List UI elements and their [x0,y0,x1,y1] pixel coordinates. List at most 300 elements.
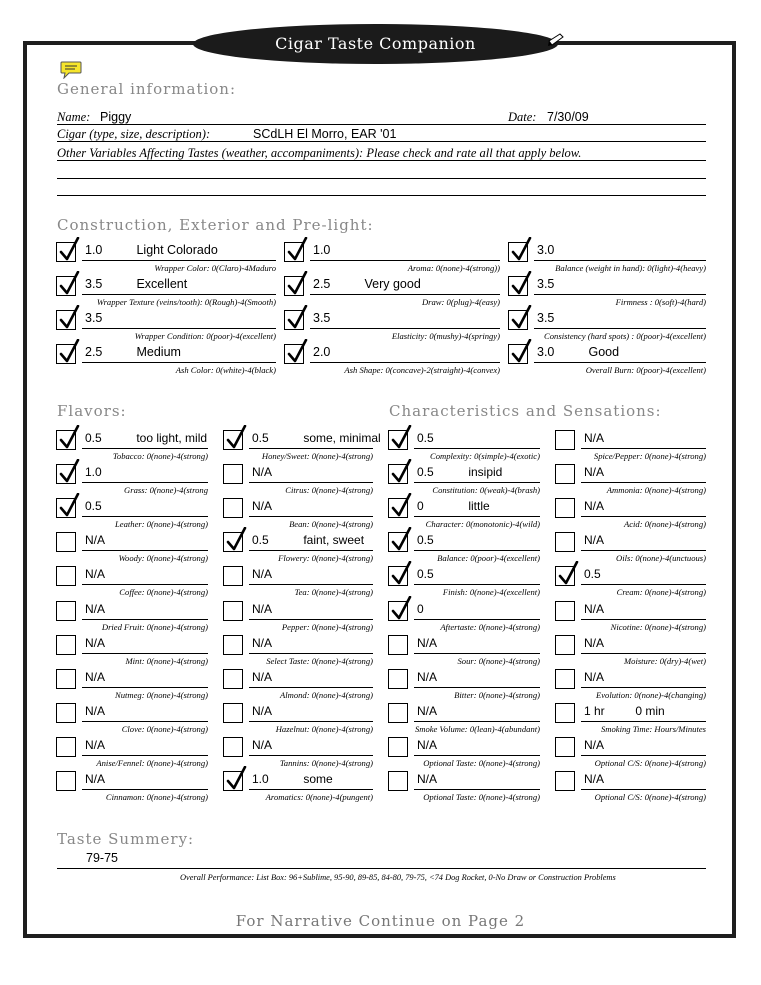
other-line-3[interactable] [57,195,706,196]
rating-entry [537,277,577,291]
checkmark-icon [58,493,80,519]
rating-caption: Cream: 0(none)-4(strong) [616,587,706,598]
rating-caption: Ash Color: 0(white)-4(black) [175,365,276,375]
checkmark-icon [510,271,532,297]
rating-checkbox[interactable] [56,276,76,296]
rating-value[interactable]: N/A [85,601,106,616]
rating-entry [85,533,125,547]
rating-value[interactable]: N/A [417,635,438,650]
rating-value[interactable]: N/A [252,601,273,616]
checkmark-icon [58,425,80,451]
rating-value[interactable]: N/A [584,431,605,445]
rating-note[interactable]: Medium [133,345,181,359]
rating-checkbox[interactable] [555,737,575,757]
rating-line [414,721,540,722]
rating-checkbox[interactable] [388,430,408,450]
date-value[interactable]: 7/30/09 [547,110,589,124]
rating-caption: Select Taste: 0(none)-4(strong) [266,655,373,666]
rating-checkbox[interactable] [388,498,408,518]
rating-caption: Moisture: 0(dry)-4(wet) [623,655,706,666]
rating-checkbox[interactable] [223,498,243,518]
flavors-heading: Flavors: [57,402,127,420]
rating-checkbox[interactable] [284,344,304,364]
rating-value[interactable]: 0.5 [417,431,434,445]
rating-value[interactable]: N/A [252,703,273,718]
rating-checkbox[interactable] [56,498,76,518]
rating-checkbox[interactable] [388,635,408,655]
rating-entry [85,243,218,257]
rating-value[interactable]: N/A [417,772,438,786]
rating-checkbox[interactable] [555,635,575,655]
rating-value[interactable]: 1.0 [85,243,103,257]
rating-caption: Leather: 0(none)-4(strong) [115,519,208,530]
rating-value[interactable]: 3.0 [537,243,555,257]
rating-line [82,294,276,295]
rating-checkbox[interactable] [508,242,528,262]
rating-note[interactable]: 0 min [632,703,665,718]
rating-caption: Clove: 0(none)-4(strong) [121,723,208,734]
rating-checkbox[interactable] [555,464,575,484]
rating-caption: Elasticity: 0(mushy)-4(springy) [391,331,500,341]
pen-icon [548,32,564,50]
rating-checkbox[interactable] [388,532,408,552]
rating-note[interactable]: little [465,499,490,514]
checkmark-icon [510,237,532,263]
rating-entry [584,636,624,650]
rating-entry [537,243,577,257]
rating-caption: Hazelnut: 0(none)-4(strong) [275,723,373,734]
name-value[interactable]: Piggy [100,110,132,124]
rating-entry [584,772,624,786]
checkmark-icon [58,305,80,331]
rating-value[interactable]: N/A [417,669,438,684]
rating-entry [584,567,624,581]
rating-entry [85,636,125,650]
rating-line [82,482,208,483]
rating-note[interactable]: Excellent [133,277,188,291]
rating-value[interactable]: 0.5 [417,567,434,582]
rating-line [534,328,706,329]
rating-line [581,755,706,756]
rating-checkbox[interactable] [388,669,408,689]
rating-line [414,584,540,585]
overall-performance-caption: Overall Performance: List Box: 96+Sublime, 95-90, 89-85, 84-80, 79-75, <74 Dog Rocket, 0-No Draw or Construction Problems [180,873,616,882]
rating-checkbox[interactable] [555,498,575,518]
rating-entry [537,345,619,359]
rating-value[interactable]: N/A [584,499,605,514]
rating-entry [252,567,292,581]
rating-line [249,448,373,449]
rating-checkbox[interactable] [284,242,304,262]
rating-value[interactable]: 0.5 [584,567,601,582]
rating-entry [417,533,457,547]
rating-line [310,328,500,329]
rating-entry [85,499,125,513]
rating-checkbox[interactable] [508,344,528,364]
rating-checkbox[interactable] [223,532,243,552]
rating-value[interactable]: 2.5 [85,345,103,359]
rating-value[interactable]: 3.5 [537,311,555,325]
rating-checkbox[interactable] [555,566,575,586]
rating-note[interactable]: Good [585,345,620,359]
rating-entry [417,772,457,786]
rating-note[interactable]: too light, mild [133,431,208,445]
rating-line [249,653,373,654]
other-variables-label: Other Variables Affecting Tastes (weather, accompaniments): Please check and rate all that apply below. [57,146,582,160]
rating-caption: Optional C/S: 0(none)-4(strong) [594,757,706,768]
rating-checkbox[interactable] [56,532,76,552]
rating-value[interactable]: N/A [85,567,106,582]
rating-caption: Flowery: 0(none)-4(strong) [278,553,373,564]
rating-caption: Balance (weight in hand): 0(light)-4(heavy) [555,263,706,273]
rating-value[interactable]: 2.5 [313,277,331,291]
rating-value[interactable]: 0.5 [85,431,102,445]
rating-caption: Tobacco: 0(none)-4(strong) [112,451,208,461]
rating-entry [584,738,624,752]
rating-entry [417,704,457,718]
rating-caption: Honey/Sweet: 0(none)-4(strong) [261,451,373,461]
rating-line [414,550,540,551]
rating-checkbox[interactable] [56,601,76,621]
rating-note[interactable]: some, minimal [300,431,381,445]
rating-entry [85,277,187,291]
rating-value[interactable]: 3.5 [85,311,103,325]
rating-value[interactable]: N/A [252,499,273,514]
rating-entry [85,345,181,359]
rating-entry [85,567,125,581]
rating-note[interactable]: some [300,772,333,786]
rating-checkbox[interactable] [508,276,528,296]
rating-value[interactable]: N/A [85,703,106,718]
rating-caption: Oils: 0(none)-4(unctuous) [616,553,706,564]
rating-value[interactable]: 0.5 [417,465,434,480]
rating-note[interactable]: insipid [465,465,503,480]
rating-caption: Wrapper Texture (veins/tooth): 0(Rough)-4(Smooth) [96,297,276,307]
rating-value[interactable]: N/A [85,533,106,548]
rating-checkbox[interactable] [223,703,243,723]
rating-caption: Aftertaste: 0(none)-4(strong) [440,621,540,632]
checkmark-icon [510,339,532,365]
rating-line [249,619,373,620]
checkmark-icon [390,561,412,587]
rating-line [82,721,208,722]
rating-line [534,362,706,363]
rating-line [414,448,540,449]
rating-entry [85,738,125,752]
rating-value[interactable]: N/A [584,465,605,480]
rating-value[interactable]: 1.0 [313,243,331,257]
rating-entry [313,277,421,291]
rating-checkbox[interactable] [56,242,76,262]
rating-checkbox[interactable] [555,771,575,791]
rating-checkbox[interactable] [56,566,76,586]
rating-caption: Complexity: 0(simple)-4(exotic) [429,451,540,461]
rating-entry [417,602,457,616]
comment-note-icon[interactable] [60,61,82,79]
rating-line [414,482,540,483]
checkmark-icon [390,527,412,553]
rating-caption: Almond: 0(none)-4(strong) [280,689,373,700]
rating-entry [584,431,624,445]
rating-value[interactable]: N/A [85,772,106,786]
rating-line [414,653,540,654]
rating-value[interactable]: N/A [252,567,273,582]
other-line-2[interactable] [57,178,706,179]
rating-line [581,789,706,790]
rating-entry [417,670,457,684]
rating-line [581,653,706,654]
rating-caption: Tannins: 0(none)-4(strong) [279,757,373,768]
rating-value[interactable]: 0.5 [85,499,102,514]
rating-line [82,619,208,620]
rating-caption: Firmness : 0(soft)-4(hard) [615,297,706,307]
rating-checkbox[interactable] [56,310,76,330]
rating-entry [313,345,353,359]
rating-line [581,448,706,449]
rating-line [534,294,706,295]
checkmark-icon [390,493,412,519]
rating-value[interactable]: 0.5 [252,431,269,445]
rating-entry [252,465,292,479]
rating-value[interactable]: N/A [584,635,605,650]
cigar-line [57,141,706,142]
rating-caption: Evolution: 0(none)-4(changing) [595,689,706,700]
rating-checkbox[interactable] [223,601,243,621]
rating-checkbox[interactable] [555,669,575,689]
rating-line [249,482,373,483]
rating-value[interactable]: 0.5 [417,533,434,548]
rating-line [82,584,208,585]
rating-value[interactable]: N/A [85,737,106,752]
rating-line [310,294,500,295]
rating-line [249,516,373,517]
rating-entry [85,602,125,616]
rating-value[interactable]: N/A [252,669,273,684]
rating-value[interactable]: 1 hr [584,703,605,718]
rating-value[interactable]: N/A [584,772,605,786]
construction-heading: Construction, Exterior and Pre-light: [57,216,374,234]
rating-entry [584,465,624,479]
rating-line [249,584,373,585]
rating-caption: Optional Taste: 0(none)-4(strong) [423,757,540,768]
rating-checkbox[interactable] [508,310,528,330]
rating-checkbox[interactable] [223,771,243,791]
rating-caption: Ammonia: 0(none)-4(strong) [606,485,706,496]
rating-entry [584,670,624,684]
rating-checkbox[interactable] [388,601,408,621]
rating-checkbox[interactable] [555,703,575,723]
general-information-heading: General information: [57,80,237,98]
rating-checkbox[interactable] [555,430,575,450]
rating-caption: Wrapper Color: 0(Claro)-4Maduro [154,263,276,273]
rating-entry [417,465,502,479]
rating-checkbox[interactable] [56,635,76,655]
cigar-label: Cigar (type, size, description): [57,127,211,141]
rating-entry [252,704,292,718]
rating-value[interactable]: N/A [584,601,605,616]
checkmark-icon [225,766,247,792]
rating-value[interactable]: 3.5 [537,277,555,291]
rating-caption: Woody: 0(none)-4(strong) [118,553,208,564]
rating-checkbox[interactable] [223,464,243,484]
rating-value[interactable]: 3.5 [85,277,103,291]
rating-checkbox[interactable] [223,635,243,655]
rating-line [581,550,706,551]
rating-checkbox[interactable] [56,771,76,791]
rating-checkbox[interactable] [223,737,243,757]
checkmark-icon [390,596,412,622]
rating-line [82,362,276,363]
checkmark-icon [390,425,412,451]
checkmark-icon [286,237,308,263]
rating-checkbox[interactable] [555,532,575,552]
rating-checkbox[interactable] [555,601,575,621]
rating-caption: Cinnamon: 0(none)-4(strong) [105,792,208,802]
rating-value[interactable]: N/A [252,465,273,480]
rating-checkbox[interactable] [223,430,243,450]
rating-checkbox[interactable] [388,464,408,484]
rating-entry [252,533,364,547]
rating-line [82,653,208,654]
rating-entry [584,533,624,547]
date-label: Date: [508,110,537,124]
rating-caption: Finish: 0(none)-4(excellent) [442,587,540,598]
rating-value[interactable]: 0 [417,601,424,616]
rating-entry [313,243,353,257]
rating-entry [252,602,292,616]
rating-value[interactable]: N/A [252,737,273,752]
rating-entry [85,704,125,718]
rating-caption: Mint: 0(none)-4(strong) [125,655,208,666]
rating-line [82,516,208,517]
checkmark-icon [58,271,80,297]
rating-value[interactable]: N/A [584,669,605,684]
overall-score-value[interactable]: 79-75 [86,851,118,865]
rating-line [249,687,373,688]
rating-caption: Optional C/S: 0(none)-4(strong) [594,792,706,802]
rating-caption: Ash Shape: 0(concave)-2(straight)-4(convex) [344,365,500,375]
rating-entry [252,499,292,513]
rating-line [82,789,208,790]
checkmark-icon [58,459,80,485]
rating-checkbox[interactable] [388,737,408,757]
rating-entry [417,738,457,752]
rating-value[interactable]: 1.0 [85,465,102,480]
rating-entry [584,602,624,616]
rating-caption: Acid: 0(none)-4(strong) [623,519,706,530]
rating-caption: Balance: 0(poor)-4(excellent) [437,553,540,564]
rating-caption: Nicotine: 0(none)-4(strong) [610,621,706,632]
rating-caption: Dried Fruit: 0(none)-4(strong) [101,621,208,632]
rating-value[interactable]: 3.5 [313,311,331,325]
checkmark-icon [557,561,579,587]
rating-value[interactable]: N/A [85,635,106,650]
rating-line [581,721,706,722]
rating-checkbox[interactable] [56,703,76,723]
rating-line [82,260,276,261]
rating-caption: Tea: 0(none)-4(strong) [294,587,373,598]
rating-checkbox[interactable] [388,771,408,791]
rating-value[interactable]: 0 [417,499,424,514]
rating-line [534,260,706,261]
rating-value[interactable]: N/A [85,669,106,684]
rating-value[interactable]: N/A [417,737,438,752]
rating-value[interactable]: 3.0 [537,345,555,359]
rating-entry [537,311,577,325]
rating-line [414,755,540,756]
rating-note[interactable]: Light Colorado [133,243,218,257]
rating-entry [252,431,381,445]
rating-value[interactable]: 2.0 [313,345,331,359]
rating-checkbox[interactable] [284,310,304,330]
checkmark-icon [225,527,247,553]
rating-line [581,584,706,585]
rating-caption: Optional Taste: 0(none)-4(strong) [423,792,540,802]
rating-value[interactable]: N/A [584,737,605,752]
taste-summary-heading: Taste Summery: [57,830,195,848]
rating-caption: Wrapper Condition: 0(poor)-4(excellent) [134,331,276,341]
rating-caption: Smoking Time: Hours/Minutes [600,723,706,734]
other-line-1[interactable] [57,160,706,161]
rating-caption: Constitution: 0(weak)-4(brash) [432,485,540,496]
rating-entry [85,311,125,325]
rating-value[interactable]: N/A [584,533,605,548]
rating-line [414,619,540,620]
rating-checkbox[interactable] [223,566,243,586]
rating-line [581,516,706,517]
rating-checkbox[interactable] [388,703,408,723]
rating-entry [584,499,624,513]
rating-checkbox[interactable] [284,276,304,296]
rating-value[interactable]: 1.0 [252,772,269,786]
rating-checkbox[interactable] [56,344,76,364]
rating-checkbox[interactable] [56,737,76,757]
rating-note[interactable]: faint, sweet [300,533,365,548]
rating-entry [584,704,665,718]
checkmark-icon [58,237,80,263]
rating-line [249,755,373,756]
rating-checkbox[interactable] [56,430,76,450]
rating-entry [417,567,457,581]
rating-caption: Overall Burn: 0(poor)-4(excellent) [585,365,706,375]
rating-checkbox[interactable] [56,464,76,484]
rating-caption: Draw: 0(plug)-4(easy) [421,297,500,307]
rating-checkbox[interactable] [388,566,408,586]
rating-checkbox[interactable] [56,669,76,689]
rating-entry [417,431,457,445]
summary-line [57,868,706,869]
rating-entry [252,670,292,684]
rating-caption: Anise/Fennel: 0(none)-4(strong) [96,757,208,768]
rating-line [310,260,500,261]
rating-caption: Coffee: 0(none)-4(strong) [119,587,208,598]
cigar-value[interactable]: SCdLH El Morro, EAR '01 [253,127,397,141]
checkmark-icon [225,425,247,451]
rating-value[interactable]: N/A [417,703,438,718]
rating-entry [85,431,207,445]
rating-note[interactable]: Very good [361,277,421,291]
rating-line [414,687,540,688]
rating-value[interactable]: N/A [252,635,273,650]
rating-caption: Aromatics: 0(none)-4(pungent) [265,792,373,802]
rating-entry [85,465,125,479]
rating-caption: Aroma: 0(none)-4(strong)) [407,263,500,273]
rating-line [581,482,706,483]
rating-caption: Pepper: 0(none)-4(strong) [281,621,373,632]
rating-checkbox[interactable] [223,669,243,689]
rating-line [82,328,276,329]
rating-value[interactable]: 0.5 [252,533,269,548]
